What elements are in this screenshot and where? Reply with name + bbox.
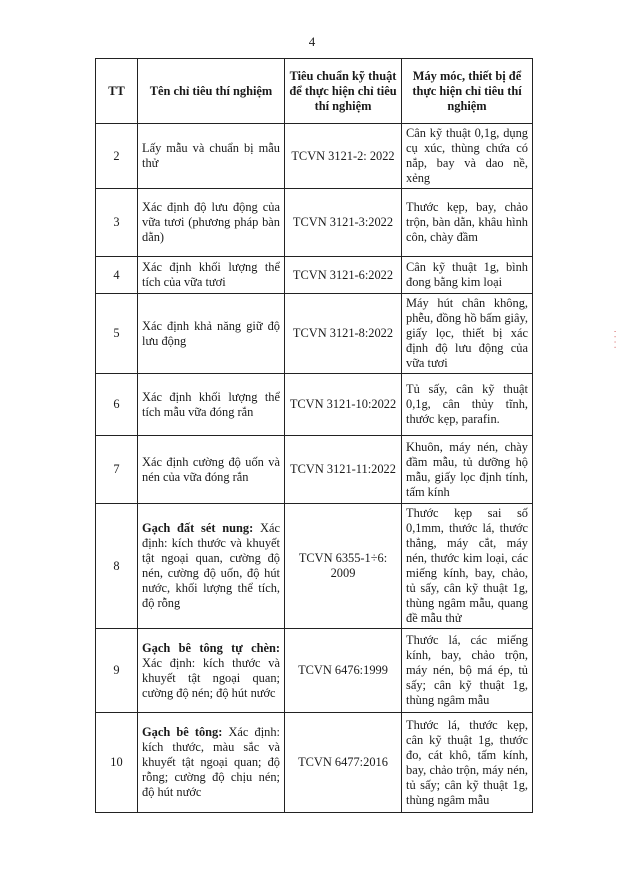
standard-code: TCVN 3121-8:2022 [285, 294, 402, 374]
row-number: 8 [96, 504, 138, 629]
test-name-cell [138, 713, 285, 813]
page-number: 4 [308, 34, 316, 49]
equipment-list: Tủ sấy, cân kỹ thuật 0,1g, cân thủy tĩnh, thước kẹp, parafin. [402, 374, 533, 436]
row-number: 4 [96, 257, 138, 294]
equipment-list: Thước lá, thước kẹp, cân kỹ thuật 1g, thước đo, cát khô, tấm kính, bay, chảo trộn, máy nén, tủ sấy; cân kỹ thuật 1g, thùng ngâm mẫu [402, 713, 533, 813]
equipment-list: Khuôn, máy nén, chày đầm mẫu, tủ dưỡng hộ mẫu, giấy lọc định tính, tấm kính [402, 436, 533, 504]
row-number: 7 [96, 436, 138, 504]
test-name: Xác định khối lượng thể tích của vữa tươi [142, 260, 280, 289]
test-name: Xác định khả năng giữ độ lưu động [142, 318, 280, 348]
row-number: 9 [96, 629, 138, 713]
table-row [96, 124, 533, 189]
table-row [96, 504, 533, 629]
test-name: Xác định độ lưu động của vữa tươi (phương pháp bàn dằn) [142, 200, 280, 244]
table-row [96, 713, 533, 813]
equipment-list: Cân kỹ thuật 1g, bình đong bằng kim loại [402, 257, 533, 294]
standard-code: TCVN 6355-1÷6: 2009 [285, 504, 402, 629]
test-name-cell [138, 374, 285, 436]
equipment-list: Thước kẹp sai số 0,1mm, thước lá, thước thẳng, máy cắt, máy nén, thước kim loại, các miếng kính, bay, chảo, tủ sấy, cân kỹ thuật 1g, thùng ngâm mẫu, quang đề mẫu thử [402, 504, 533, 629]
standard-code: TCVN 3121-3:2022 [285, 189, 402, 257]
equipment-list: Thước kẹp, bay, chảo trộn, bàn dằn, khâu hình côn, chày đầm [402, 189, 533, 257]
material-category: Gạch bê tông tự chèn: [142, 640, 280, 655]
equipment-list: Cân kỹ thuật 0,1g, dụng cụ xúc, thùng chứa có nắp, bay và dao nề, xẻng [402, 124, 533, 189]
table-row [96, 436, 533, 504]
table-row [96, 294, 533, 374]
test-name-cell [138, 124, 285, 189]
header-equipment: Máy móc, thiết bị để thực hiện chỉ tiêu thí nghiệm [402, 59, 533, 124]
table-row [96, 189, 533, 257]
header-standard: Tiêu chuẩn kỹ thuật để thực hiện chỉ tiêu thí nghiệm [285, 59, 402, 124]
test-name: Xác định cường độ uốn và nén của vữa đóng rắn [142, 454, 280, 484]
standard-code: TCVN 6477:2016 [285, 713, 402, 813]
test-name: Lấy mẫu và chuẩn bị mẫu thử [142, 141, 280, 170]
margin-stamp-mark: · · · · [610, 330, 620, 349]
test-name: Xác định khối lượng thể tích mẫu vữa đóng rắn [142, 389, 280, 419]
test-name-cell [138, 629, 285, 713]
table-header-row [96, 59, 533, 124]
header-test-name: Tên chỉ tiêu thí nghiệm [138, 59, 285, 124]
table-row [96, 629, 533, 713]
row-number: 3 [96, 189, 138, 257]
standard-code: TCVN 3121-2: 2022 [285, 124, 402, 189]
test-name-cell [138, 504, 285, 629]
equipment-list: Thước lá, các miếng kính, bay, chảo trộn, máy nén, bộ má ép, tủ sấy; cân kỹ thuật 1g, thùng ngâm mẫu [402, 629, 533, 713]
standard-code: TCVN 3121-10:2022 [285, 374, 402, 436]
test-name-cell [138, 436, 285, 504]
test-name: Xác định: kích thước, màu sắc và khuyết tật ngoại quan; độ rỗng; cường độ chịu nén; độ hút nước [142, 725, 280, 799]
standard-code: TCVN 3121-6:2022 [285, 257, 402, 294]
standard-code: TCVN 3121-11:2022 [285, 436, 402, 504]
row-number: 2 [96, 124, 138, 189]
test-name: Xác định: kích thước và khuyết tật ngoại quan; cường độ nén; độ hút nước [142, 655, 280, 700]
material-category: Gạch bê tông: [142, 725, 223, 739]
row-number: 10 [96, 713, 138, 813]
test-name-cell [138, 257, 285, 294]
test-specification-table [95, 58, 533, 813]
row-number: 6 [96, 374, 138, 436]
test-name-cell [138, 189, 285, 257]
test-name: Xác định: kích thước và khuyết tật ngoại quan, cường độ nén, cường độ uốn, độ hút nước, khối lượng thể tích, độ rỗng [142, 521, 281, 610]
table-row [96, 257, 533, 294]
header-tt: TT [96, 59, 138, 124]
standard-code: TCVN 6476:1999 [285, 629, 402, 713]
table-row [96, 374, 533, 436]
test-name-cell [138, 294, 285, 374]
material-category: Gạch đất sét nung: [142, 521, 254, 535]
equipment-list: Máy hút chân không, phễu, đồng hồ bấm giây, giấy lọc, thiết bị xác định độ lưu động của vữa tươi [402, 294, 533, 374]
row-number: 5 [96, 294, 138, 374]
